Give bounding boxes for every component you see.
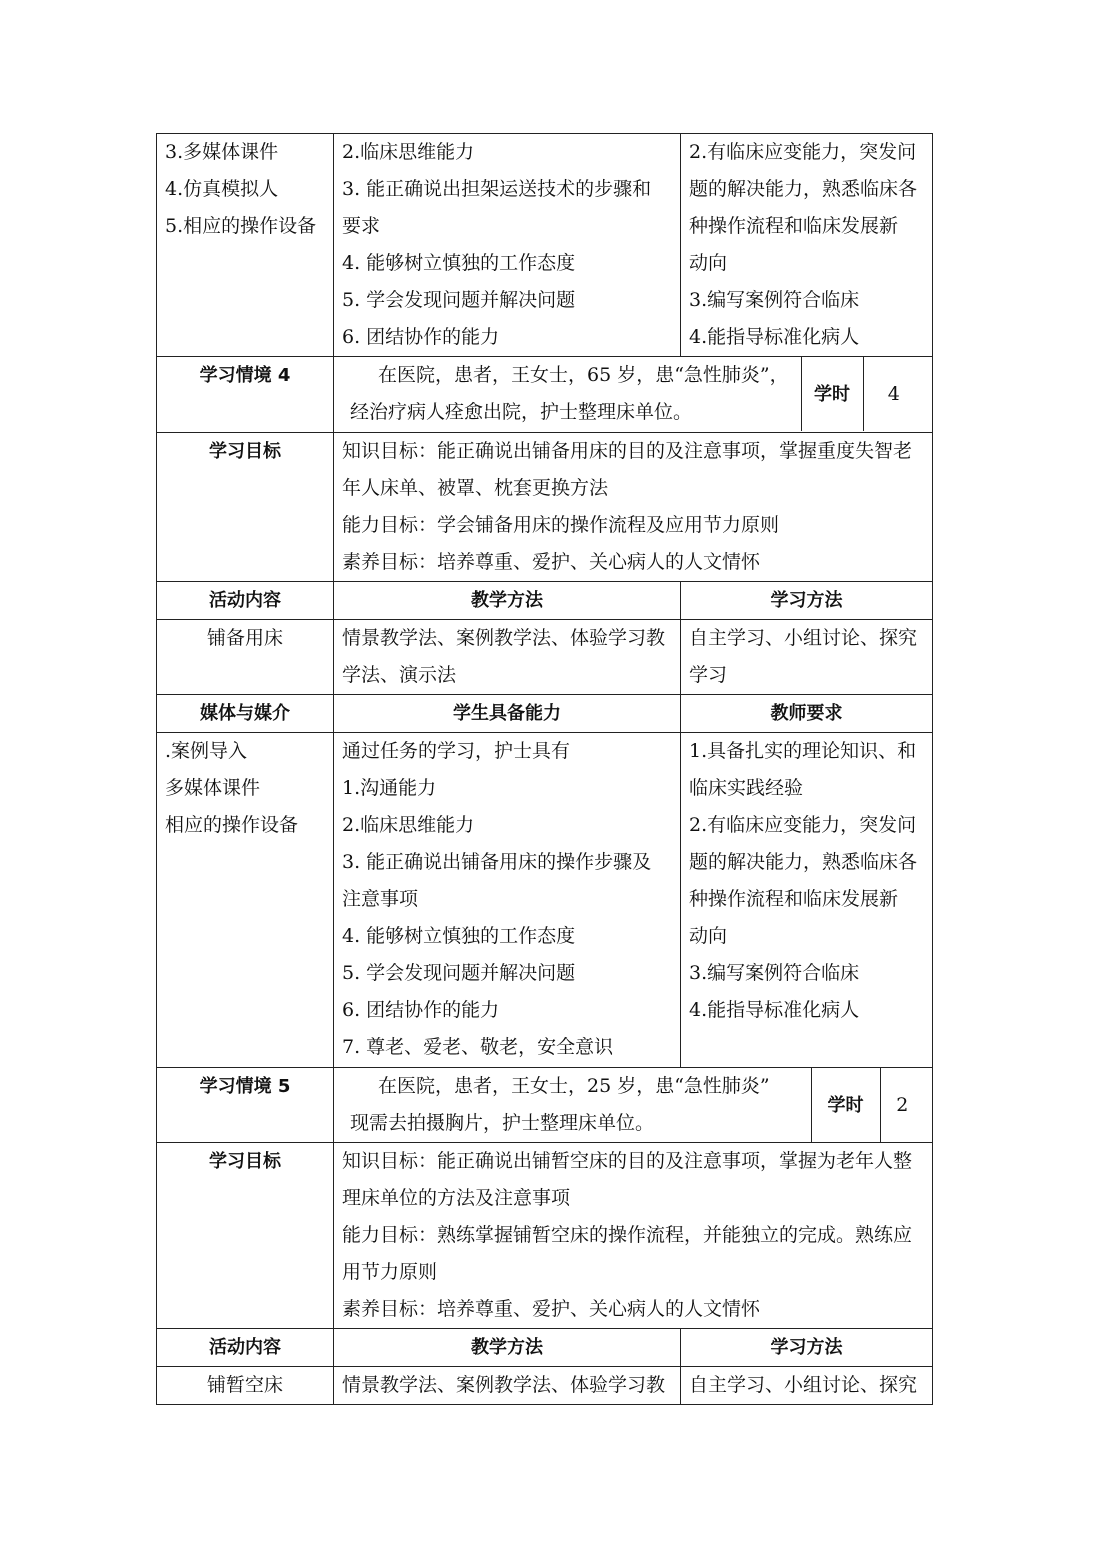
list-item: 2.有临床应变能力，突发问 xyxy=(689,141,917,163)
list-item: 动向 xyxy=(689,925,728,947)
list-item: 注意事项 xyxy=(342,888,419,910)
list-item: 临床实践经验 xyxy=(689,777,804,799)
scenario-line: 现需去拍摄胸片，护士整理床单位。 xyxy=(350,1112,655,1134)
list-item: 7. 尊老、爱老、敬老，安全意识 xyxy=(342,1036,614,1058)
activity-content: 铺备用床 xyxy=(157,620,334,695)
header-student-ability: 学生具备能力 xyxy=(334,695,681,733)
list-item: 通过任务的学习，护士具有 xyxy=(342,740,571,762)
media-list-cell xyxy=(157,134,334,357)
list-item: 5. 学会发现问题并解决问题 xyxy=(342,962,576,984)
goal-line: 能力目标：学会铺备用床的操作流程及应用节力原则 xyxy=(342,514,780,536)
scenario-line: 在医院，患者，王女士，65 岁，患“急性肺炎”， xyxy=(378,364,789,386)
table-row xyxy=(157,695,933,733)
goal-line: 能力目标：熟练掌握铺暂空床的操作流程，并能独立的完成。熟练应 xyxy=(342,1224,913,1246)
table-row xyxy=(157,134,933,357)
table-row xyxy=(157,1329,933,1367)
goal-line: 知识目标：能正确说出铺备用床的目的及注意事项，掌握重度失智老 xyxy=(342,440,913,462)
header-activity: 活动内容 xyxy=(157,1329,334,1367)
hours-value: 4 xyxy=(863,357,924,431)
list-item: 3.多媒体课件 xyxy=(165,141,279,163)
list-item: 2.临床思维能力 xyxy=(342,141,475,163)
list-item: 4. 能够树立慎独的工作态度 xyxy=(342,252,576,274)
header-activity: 活动内容 xyxy=(157,582,334,620)
goal-line: 知识目标：能正确说出铺暂空床的目的及注意事项，掌握为老年人整 xyxy=(342,1150,913,1172)
header-learning-method: 学习方法 xyxy=(681,1329,933,1367)
hours-value: 2 xyxy=(880,1068,924,1142)
list-item: .案例导入 xyxy=(165,740,248,762)
scenario-label: 学习情境 4 xyxy=(157,357,334,433)
hours-label: 学时 xyxy=(811,1068,880,1142)
header-teaching-method: 教学方法 xyxy=(334,1329,681,1367)
goal-line: 用节力原则 xyxy=(342,1261,438,1283)
teaching-method-cell xyxy=(334,620,681,695)
list-item: 动向 xyxy=(689,252,728,274)
hours-label: 学时 xyxy=(801,357,863,431)
list-item: 题的解决能力，熟悉临床各 xyxy=(689,851,918,873)
scenario-inner xyxy=(342,1068,924,1142)
goals-label: 学习目标 xyxy=(157,433,334,582)
scenario-description xyxy=(342,1068,811,1142)
list-item: 种操作流程和临床发展新 xyxy=(689,888,899,910)
list-item: 3.编写案例符合临床 xyxy=(689,289,860,311)
table-row xyxy=(157,1367,933,1405)
list-item: 6. 团结协作的能力 xyxy=(342,326,500,348)
method-line: 自主学习、小组讨论、探究 xyxy=(689,1374,918,1396)
learning-method-cell xyxy=(681,1367,933,1405)
method-line: 情景教学法、案例教学法、体验学习教 xyxy=(342,1374,666,1396)
list-item: 相应的操作设备 xyxy=(165,814,299,836)
list-item: 1.具备扎实的理论知识、和 xyxy=(689,740,917,762)
goal-line: 年人床单、被罩、枕套更换方法 xyxy=(342,477,609,499)
scenario-cell xyxy=(334,357,933,433)
student-ability-cell xyxy=(334,134,681,357)
table-row xyxy=(157,620,933,695)
header-teacher-requirement: 教师要求 xyxy=(681,695,933,733)
method-line: 学习 xyxy=(689,664,728,686)
list-item: 2.临床思维能力 xyxy=(342,814,475,836)
table-row xyxy=(157,1068,933,1143)
list-item: 3.编写案例符合临床 xyxy=(689,962,860,984)
list-item: 4. 能够树立慎独的工作态度 xyxy=(342,925,576,947)
list-item: 2.有临床应变能力，突发问 xyxy=(689,814,917,836)
list-item: 6. 团结协作的能力 xyxy=(342,999,500,1021)
teaching-method-cell xyxy=(334,1367,681,1405)
method-line: 情景教学法、案例教学法、体验学习教 xyxy=(342,627,666,649)
header-media: 媒体与媒介 xyxy=(157,695,334,733)
header-learning-method: 学习方法 xyxy=(681,582,933,620)
list-item: 1.沟通能力 xyxy=(342,777,437,799)
goals-cell xyxy=(334,433,933,582)
goal-line: 素养目标：培养尊重、爱护、关心病人的人文情怀 xyxy=(342,1298,761,1320)
goals-cell xyxy=(334,1143,933,1329)
scenario-description xyxy=(342,357,801,431)
scenario-label: 学习情境 5 xyxy=(157,1068,334,1143)
list-item: 种操作流程和临床发展新 xyxy=(689,215,899,237)
list-item: 5. 学会发现问题并解决问题 xyxy=(342,289,576,311)
table-row xyxy=(157,582,933,620)
student-ability-cell xyxy=(334,733,681,1068)
table-row xyxy=(157,1143,933,1329)
teacher-requirement-cell xyxy=(681,733,933,1068)
learning-method-cell xyxy=(681,620,933,695)
method-line: 自主学习、小组讨论、探究 xyxy=(689,627,918,649)
list-item: 5.相应的操作设备 xyxy=(165,215,317,237)
table-row xyxy=(157,733,933,1068)
list-item: 4.能指导标准化病人 xyxy=(689,999,860,1021)
list-item: 题的解决能力，熟悉临床各 xyxy=(689,178,918,200)
table-row xyxy=(157,357,933,433)
goal-line: 理床单位的方法及注意事项 xyxy=(342,1187,571,1209)
table-row xyxy=(157,433,933,582)
scenario-line: 在医院，患者，王女士，25 岁，患“急性肺炎” xyxy=(378,1075,770,1097)
activity-content: 铺暂空床 xyxy=(157,1367,334,1405)
method-line: 学法、演示法 xyxy=(342,664,457,686)
scenario-line: 经治疗病人痊愈出院，护士整理床单位。 xyxy=(350,401,693,423)
curriculum-table xyxy=(156,133,933,1405)
teacher-requirement-cell xyxy=(681,134,933,357)
list-item: 要求 xyxy=(342,215,381,237)
scenario-cell xyxy=(334,1068,933,1143)
goal-line: 素养目标：培养尊重、爱护、关心病人的人文情怀 xyxy=(342,551,761,573)
list-item: 3. 能正确说出担架运送技术的步骤和 xyxy=(342,178,652,200)
header-teaching-method: 教学方法 xyxy=(334,582,681,620)
list-item: 多媒体课件 xyxy=(165,777,261,799)
goals-label: 学习目标 xyxy=(157,1143,334,1329)
list-item: 4.能指导标准化病人 xyxy=(689,326,860,348)
list-item: 3. 能正确说出铺备用床的操作步骤及 xyxy=(342,851,652,873)
scenario-inner xyxy=(342,357,924,431)
media-list-cell xyxy=(157,733,334,1068)
list-item: 4.仿真模拟人 xyxy=(165,178,279,200)
